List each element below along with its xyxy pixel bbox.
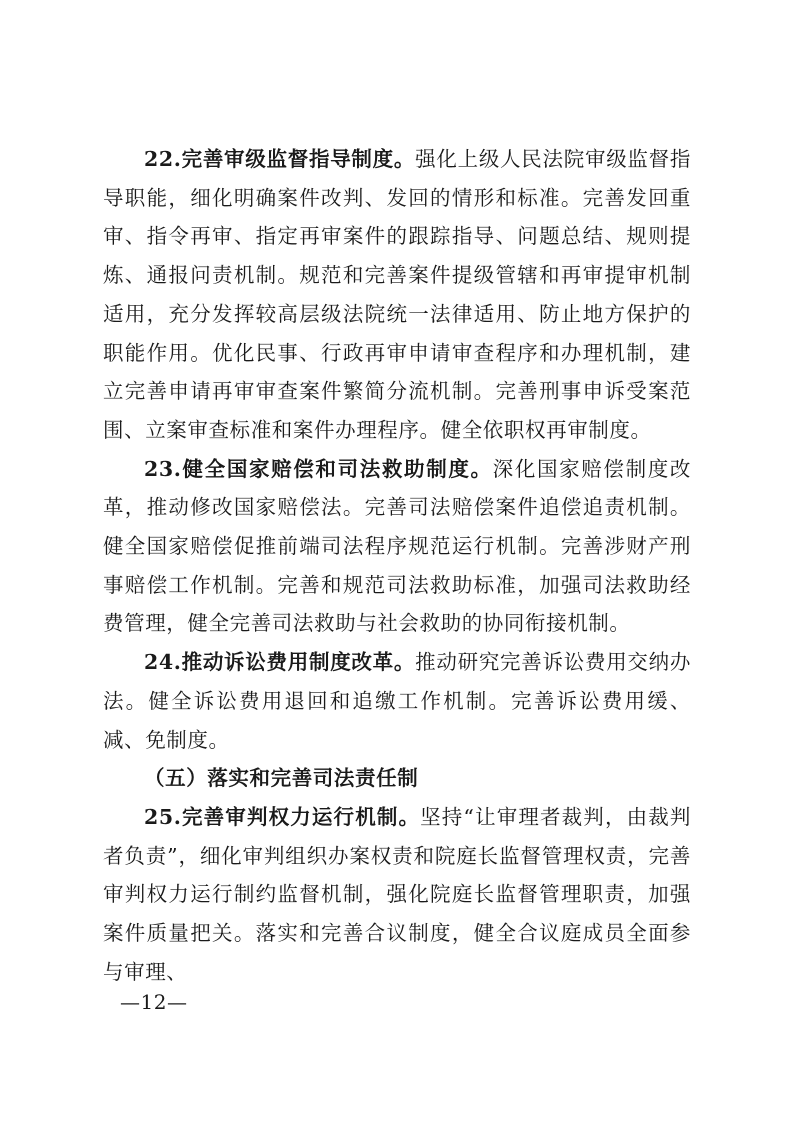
paragraph-25-text: 坚持“让审理者裁判，由裁判者负责”，细化审判组织办案权责和院庭长监督管理权责，完善审判权力运行制约监督机制，强化院庭长监督管理职责，加强案件质量把关。落实和完善合议制度，健全合议庭成员全面参与审理、 <box>103 804 691 984</box>
paragraph-23 <box>103 450 691 644</box>
paragraph-25-heading: 25.完善审判权力运行机制。 <box>144 804 421 829</box>
section-heading-5: （五）落实和完善司法责任制 <box>144 766 419 791</box>
paragraph-22-heading: 22.完善审级监督指导制度。 <box>144 147 416 171</box>
paragraph-24-heading: 24.推动诉讼费用制度改革。 <box>144 650 416 675</box>
paragraph-25 <box>103 798 691 992</box>
paragraph-22 <box>103 140 691 450</box>
paragraph-23-text: 深化国家赔偿制度改革，推动修改国家赔偿法。完善司法赔偿案件追偿追责机制。健全国家赔偿促推前端司法程序规范运行机制。完善涉财产刑事赔偿工作机制。完善和规范司法救助标准，加强司法救助经费管理，健全完善司法救助与社会救助的协同衔接机制。 <box>103 456 691 636</box>
paragraph-22-text: 强化上级人民法院审级监督指导职能，细化明确案件改判、发回的情形和标准。完善发回重审、指令再审、指定再审案件的跟踪指导、问题总结、规则提炼、通报问责机制。规范和完善案件提级管辖和再审提审机制适用，充分发挥较高层级法院统一法律适用、防止地方保护的职能作用。优化民事、行政再审申请审查程序和办理机制，建立完善申请再审审查案件繁简分流机制。完善刑事申诉受案范围、立案审查标准和案件办理程序。健全依职权再审制度。 <box>103 147 691 442</box>
paragraph-24-text: 推动研究完善诉讼费用交纳办法。健全诉讼费用退回和追缴工作机制。完善诉讼费用缓、减、免制度。 <box>103 650 691 752</box>
paragraph-23-heading: 23.健全国家赔偿和司法救助制度。 <box>144 456 493 481</box>
document-body <box>103 140 691 991</box>
page-number: —12— <box>120 990 188 1014</box>
paragraph-24 <box>103 643 691 759</box>
